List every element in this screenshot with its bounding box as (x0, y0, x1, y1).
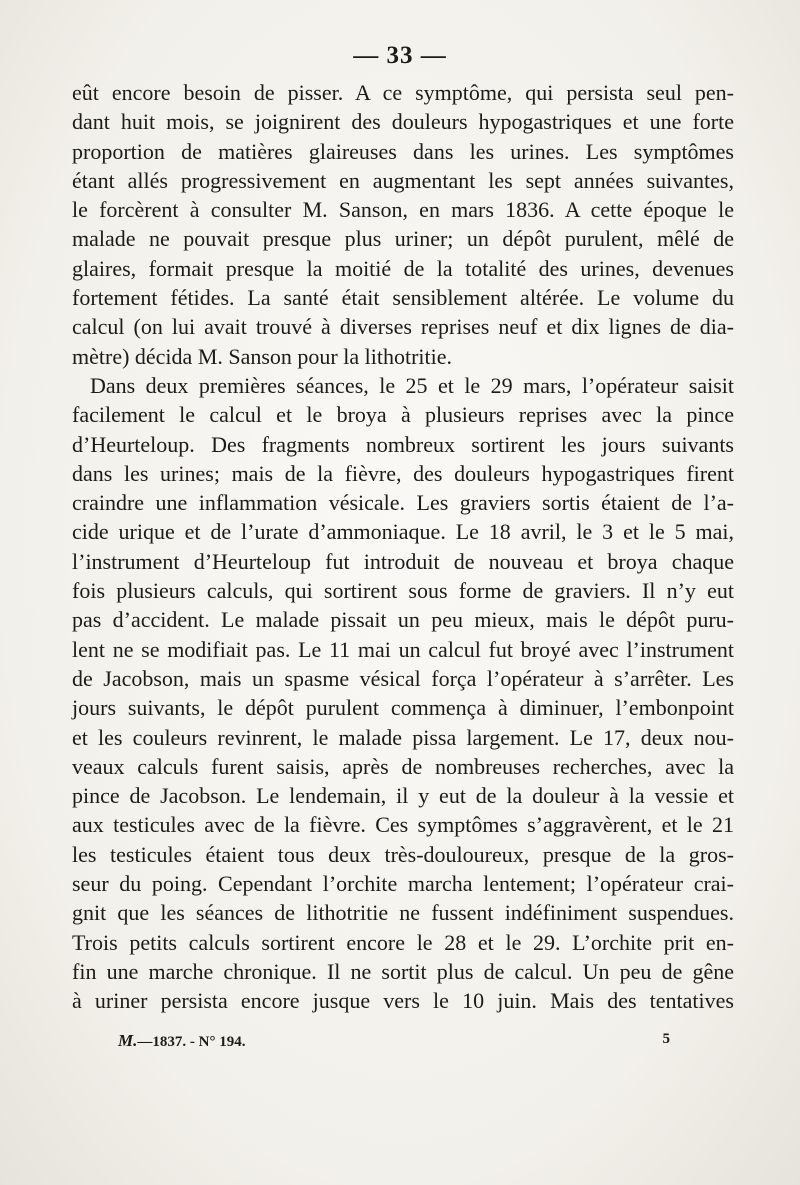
text-line: veaux calculs furent saisis, après de nombreuses recherches, avec la (72, 753, 734, 779)
text-line: et les couleurs revinrent, le malade pissa largement. Le 17, deux nou- (72, 724, 734, 750)
text-line: cide urique et de l’urate d’ammoniaque. Le 18 avril, le 3 et le 5 mai, (72, 519, 734, 545)
text-line: dant huit mois, se joignirent des douleurs hypogastriques et une forte (72, 109, 734, 135)
text-line: facilement le calcul et le broya à plusieurs reprises avec la pince (72, 402, 734, 428)
text-line: fois plusieurs calculs, qui sortirent sous forme de graviers. Il n’y eut (72, 578, 734, 604)
text-line: Dans deux premières séances, le 25 et le 29 mars, l’opérateur saisit (90, 372, 734, 398)
text-line: eût encore besoin de pisser. A ce symptôme, qui persista seul pen- (72, 80, 734, 105)
text-line: gnit que les séances de lithotritie ne fussent indéfiniment suspendues. (72, 900, 734, 926)
body-text (72, 78, 734, 1016)
text-line: seur du poing. Cependant l’orchite marcha lentement; l’opérateur crai- (72, 871, 734, 897)
signature-letter: M. (118, 1031, 138, 1050)
text-line: de Jacobson, mais un spasme vésical força l’opérateur à s’arrêter. Les (72, 665, 734, 691)
text-line: aux testicules avec de la fièvre. Ces symptômes s’aggravèrent, et le 21 (72, 812, 734, 838)
text-line: d’Heurteloup. Des fragments nombreux sortirent les jours suivants (72, 431, 734, 457)
text-line: lent ne se modifiait pas. Le 11 mai un calcul fut broyé avec l’instrument (72, 636, 734, 662)
text-line: à uriner persista encore jusque vers le 10 juin. Mais des tentatives (72, 988, 734, 1014)
text-line: Trois petits calculs sortirent encore le 28 et le 29. L’orchite prit en- (72, 929, 734, 955)
page-number: — 33 — (353, 42, 447, 69)
text-line: proportion de matières glaireuses dans les urines. Les symptômes (72, 138, 734, 164)
signature-issue: —1837. - N° 194. (137, 1034, 246, 1050)
text-line: fin une marche chronique. Il ne sortit plus de calcul. Un peu de gêne (72, 958, 734, 984)
text-line: fortement fétides. La santé était sensiblement altérée. Le volume du (72, 285, 734, 311)
gathering-mark: 5 (662, 1031, 670, 1047)
text-line: calcul (on lui avait trouvé à diverses reprises neuf et dix lignes de dia- (72, 314, 734, 340)
text-line: craindre une inflammation vésicale. Les graviers sortis étaient de l’a- (72, 490, 734, 516)
text-line: le forcèrent à consulter M. Sanson, en mars 1836. A cette époque le (72, 197, 734, 223)
text-line: malade ne pouvait presque plus uriner; un dépôt purulent, mêlé de (72, 226, 734, 252)
text-line: pince de Jacobson. Le lendemain, il y eut de la douleur à la vessie et (72, 783, 734, 809)
text-line: étant allés progressivement en augmentant les sept années suivantes, (72, 167, 734, 193)
text-line: pas d’accident. Le malade pissait un peu mieux, mais le dépôt puru- (72, 607, 734, 633)
text-line: mètre) décida M. Sanson pour la lithotritie. (72, 343, 453, 369)
text-line: l’instrument d’Heurteloup fut introduit de nouveau et broya chaque (72, 548, 734, 574)
printer-signature (118, 1031, 245, 1051)
text-line: les testicules étaient tous deux très-douloureux, presque de la gros- (72, 841, 734, 867)
text-line: jours suivants, le dépôt purulent commença à diminuer, l’embonpoint (72, 695, 734, 721)
text-line: glaires, formait presque la moitié de la totalité des urines, devenues (72, 255, 734, 281)
text-line: dans les urines; mais de la fièvre, des douleurs hypogastriques firent (72, 460, 734, 486)
